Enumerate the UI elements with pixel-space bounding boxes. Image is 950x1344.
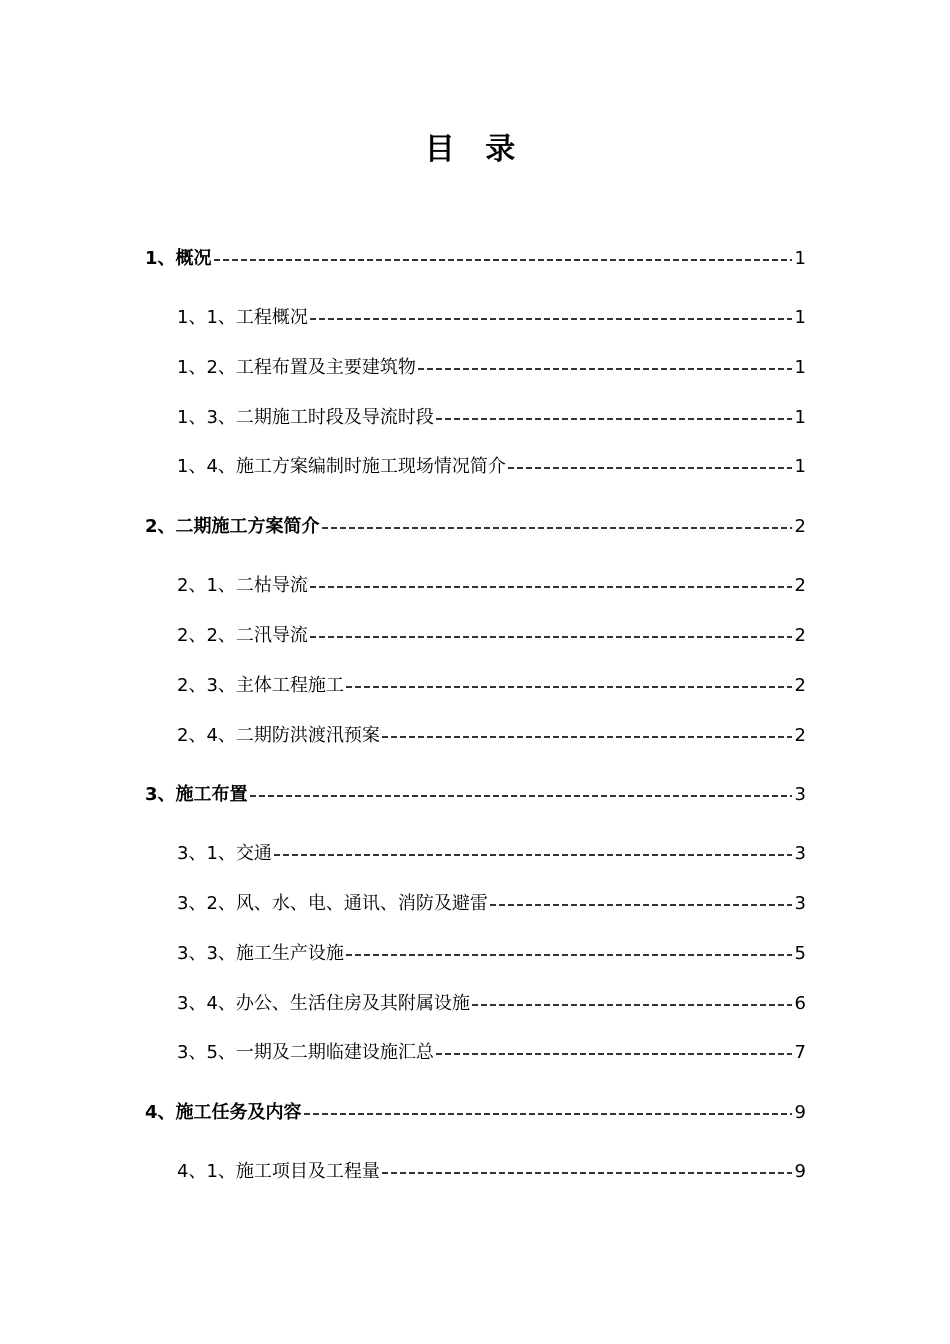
toc-dot-leader: [250, 795, 792, 797]
toc-dot-leader: [310, 318, 792, 320]
toc-dot-leader: [214, 259, 792, 261]
toc-dot-leader: [508, 467, 792, 469]
toc-dot-leader: [310, 586, 792, 588]
toc-dot-leader: [472, 1004, 792, 1006]
toc-page-number: 3: [794, 784, 806, 805]
toc-entry-label: 3、2、风、水、电、通讯、消防及避雷: [177, 893, 488, 914]
toc-entry-1-3[interactable]: [177, 405, 806, 431]
toc-entry-label: 3、1、交通: [177, 843, 272, 864]
toc-dot-leader: [436, 1053, 792, 1055]
toc-page-number: 2: [794, 725, 806, 746]
toc-page-number: 1: [794, 357, 806, 378]
toc-dot-leader: [310, 636, 792, 638]
toc-page-number: 2: [794, 675, 806, 696]
toc-page-number: 3: [794, 893, 806, 914]
toc-page-number: 1: [794, 407, 806, 428]
toc-dot-leader: [274, 854, 792, 856]
toc-entry-3-2[interactable]: [177, 891, 806, 917]
toc-page-number: 3: [794, 843, 806, 864]
toc-entry-3-1[interactable]: [177, 841, 806, 867]
toc-dot-leader: [322, 527, 792, 529]
toc-page-number: 2: [794, 575, 806, 596]
toc-entry-3-3[interactable]: [177, 941, 806, 967]
toc-entry-label: 1、3、二期施工时段及导流时段: [177, 407, 434, 428]
toc-entry-label: 3、施工布置: [145, 784, 248, 805]
toc-page-number: 9: [794, 1161, 806, 1182]
toc-dot-leader: [418, 368, 792, 370]
toc-entry-label: 2、2、二汛导流: [177, 625, 308, 646]
toc-entry-label: 2、二期施工方案简介: [145, 516, 320, 537]
toc-entry-4[interactable]: [145, 1100, 806, 1126]
toc-page-number: 6: [794, 993, 806, 1014]
toc-entry-1[interactable]: [145, 246, 806, 272]
toc-dot-leader: [436, 418, 792, 420]
toc-dot-leader: [382, 736, 792, 738]
toc-entry-label: 4、1、施工项目及工程量: [177, 1161, 380, 1182]
toc-entry-label: 3、5、一期及二期临建设施汇总: [177, 1042, 434, 1063]
toc-entry-2-4[interactable]: [177, 723, 806, 749]
toc-entry-label: 1、1、工程概况: [177, 307, 308, 328]
toc-page-number: 1: [794, 307, 806, 328]
toc-dot-leader: [346, 686, 792, 688]
toc-entry-1-2[interactable]: [177, 355, 806, 381]
toc-dot-leader: [490, 904, 792, 906]
toc-entry-1-1[interactable]: [177, 305, 806, 331]
toc-page-number: 1: [794, 248, 806, 269]
toc-dot-leader: [382, 1172, 792, 1174]
toc-dot-leader: [346, 954, 792, 956]
toc-entry-3-4[interactable]: [177, 991, 806, 1017]
toc-entry-3-5[interactable]: [177, 1040, 806, 1066]
toc-entry-2-2[interactable]: [177, 623, 806, 649]
toc-entry-label: 2、4、二期防洪渡汛预案: [177, 725, 380, 746]
toc-entry-label: 2、3、主体工程施工: [177, 675, 344, 696]
toc-page-number: 5: [794, 943, 806, 964]
toc-entry-4-1[interactable]: [177, 1159, 806, 1185]
toc-entry-2-1[interactable]: [177, 573, 806, 599]
toc-page-number: 9: [794, 1102, 806, 1123]
toc-page-number: 2: [794, 516, 806, 537]
toc-dot-leader: [304, 1113, 792, 1115]
toc-entry-label: 3、4、办公、生活住房及其附属设施: [177, 993, 470, 1014]
toc-page-number: 7: [794, 1042, 806, 1063]
toc-page-number: 1: [794, 456, 806, 477]
toc-entry-2[interactable]: [145, 514, 806, 540]
toc-entry-label: 2、1、二枯导流: [177, 575, 308, 596]
toc-page-number: 2: [794, 625, 806, 646]
toc-entry-label: 1、2、工程布置及主要建筑物: [177, 357, 416, 378]
toc-entry-2-3[interactable]: [177, 673, 806, 699]
toc-entry-label: 1、4、施工方案编制时施工现场情况简介: [177, 456, 506, 477]
toc-entry-label: 3、3、施工生产设施: [177, 943, 344, 964]
toc-entry-3[interactable]: [145, 782, 806, 808]
toc-entry-label: 4、施工任务及内容: [145, 1102, 302, 1123]
page-title: 目 录: [424, 132, 526, 167]
toc-entry-label: 1、概况: [145, 248, 212, 269]
toc-entry-1-4[interactable]: [177, 454, 806, 480]
